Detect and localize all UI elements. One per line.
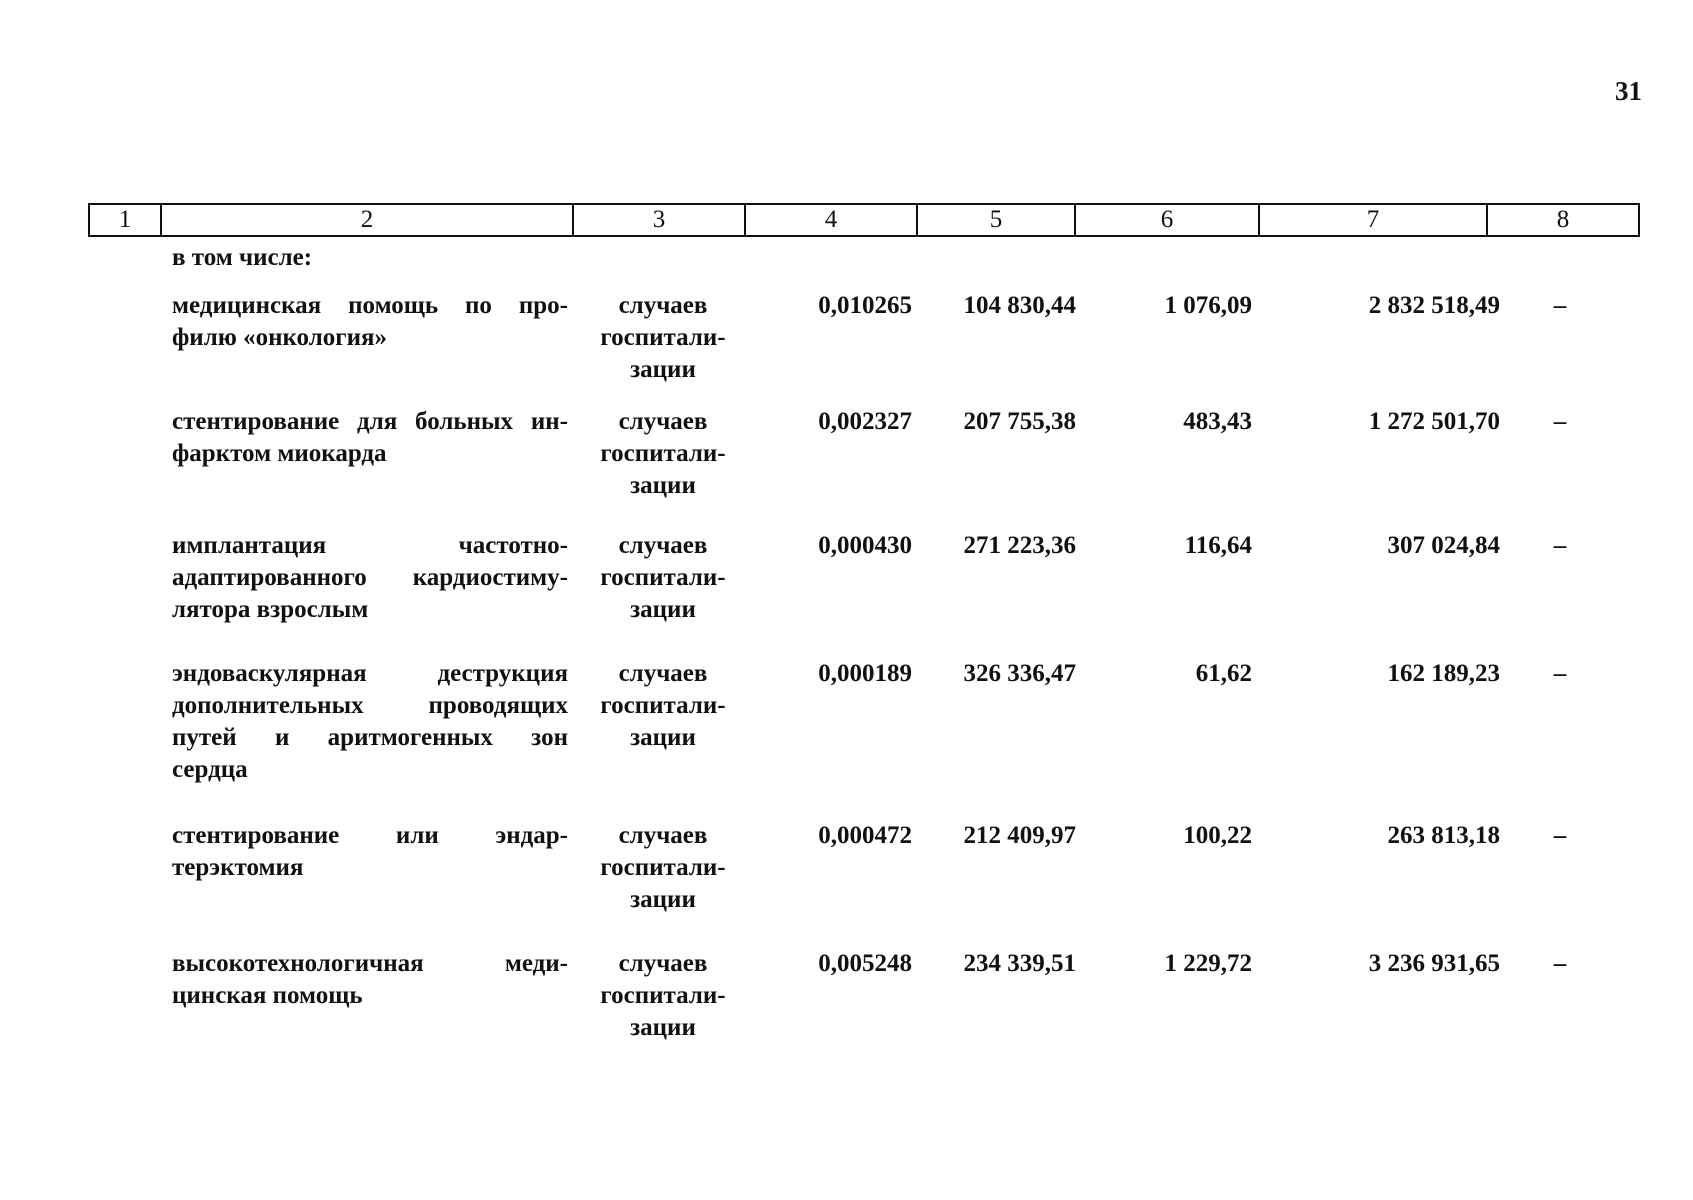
row-unit-line: случаев: [618, 408, 708, 435]
row-name: [172, 290, 568, 354]
row-unit-line: госпитали-: [600, 854, 726, 881]
row-name-line: лятора взрослым: [172, 596, 369, 623]
row-unit-line: зации: [630, 356, 696, 383]
row-unit-line: зации: [630, 472, 696, 499]
row-name-line: высокотехнологичная меди-: [172, 950, 568, 977]
header-col-1: 1: [89, 204, 161, 236]
header-col-4: 4: [745, 204, 917, 236]
row-value-c5: 271 223,36: [963, 532, 1076, 559]
row-name-line: адаптированного кардиостиму-: [172, 564, 568, 591]
row-value-c5: 212 409,97: [963, 822, 1076, 849]
row-unit-line: случаев: [618, 950, 708, 977]
intro-text: в том числе:: [172, 244, 313, 271]
header-col-7: 7: [1259, 204, 1487, 236]
row-value-c7: 2 832 518,49: [1368, 292, 1500, 319]
row-value-c6: 483,43: [1183, 408, 1252, 435]
row-unit: [584, 530, 742, 626]
row-value-c7: 307 024,84: [1387, 532, 1500, 559]
row-name-line: филю «онкология»: [172, 324, 388, 351]
header-row: [89, 204, 1639, 236]
row-value-c4: 0,005248: [818, 950, 912, 977]
row-value-c6: 1 076,09: [1164, 292, 1252, 319]
row-value-c6: 1 229,72: [1164, 950, 1252, 977]
header-col-5: 5: [917, 204, 1075, 236]
row-value-c4: 0,002327: [818, 408, 912, 435]
row-value-c8: –: [1553, 408, 1567, 435]
row-value-c8: –: [1553, 532, 1567, 559]
row-name-line: стентирование или эндар-: [172, 822, 568, 849]
header-col-2: 2: [161, 204, 573, 236]
row-name: [172, 406, 568, 470]
row-name: [172, 658, 568, 786]
row-name-line: путей и аритмогенных зон: [172, 724, 568, 751]
row-unit-line: госпитали-: [600, 692, 726, 719]
row-value-c6: 116,64: [1184, 532, 1252, 559]
row-name-line: имплантация частотно-: [172, 532, 568, 559]
row-value-c5: 234 339,51: [963, 950, 1076, 977]
row-value-c8: –: [1553, 950, 1567, 977]
row-name: [172, 948, 568, 1012]
row-value-c6: 100,22: [1183, 822, 1252, 849]
row-unit: [584, 820, 742, 916]
row-unit-line: госпитали-: [600, 982, 726, 1009]
row-unit-line: случаев: [618, 660, 708, 687]
row-value-c4: 0,010265: [818, 292, 912, 319]
row-value-c7: 3 236 931,65: [1368, 950, 1500, 977]
row-value-c7: 162 189,23: [1387, 660, 1500, 687]
row-name: [172, 530, 568, 626]
row-value-c4: 0,000430: [818, 532, 912, 559]
row-value-c8: –: [1553, 822, 1567, 849]
row-value-c4: 0,000189: [818, 660, 912, 687]
row-value-c7: 263 813,18: [1387, 822, 1500, 849]
row-name-line: дополнительных проводящих: [172, 692, 568, 719]
row-unit-line: зации: [630, 596, 696, 623]
row-value-c5: 207 755,38: [963, 408, 1076, 435]
row-unit-line: зации: [630, 724, 696, 751]
row-unit-line: зации: [630, 1014, 696, 1041]
row-name-line: терэктомия: [172, 854, 304, 881]
row-unit-line: случаев: [618, 532, 708, 559]
row-name-line: медицинская помощь по про-: [172, 292, 568, 319]
row-unit-line: госпитали-: [600, 440, 726, 467]
header-col-6: 6: [1075, 204, 1259, 236]
row-value-c4: 0,000472: [818, 822, 912, 849]
header-col-3: 3: [573, 204, 745, 236]
row-unit: [584, 406, 742, 502]
row-value-c7: 1 272 501,70: [1368, 408, 1500, 435]
row-unit: [584, 290, 742, 386]
row-unit-line: случаев: [618, 292, 708, 319]
row-value-c6: 61,62: [1195, 660, 1252, 687]
row-value-c5: 104 830,44: [963, 292, 1076, 319]
row-unit-line: госпитали-: [600, 324, 726, 351]
row-unit: [584, 658, 742, 754]
row-value-c8: –: [1553, 292, 1567, 319]
row-name: [172, 820, 568, 884]
header-col-8: 8: [1487, 204, 1639, 236]
row-value-c5: 326 336,47: [963, 660, 1076, 687]
row-name-line: цинская помощь: [172, 982, 363, 1009]
row-unit-line: зации: [630, 886, 696, 913]
page-number: 31: [1615, 76, 1642, 106]
row-name-line: сердца: [172, 756, 248, 783]
row-name-line: фарктом миокарда: [172, 440, 387, 467]
row-name-line: эндоваскулярная деструкция: [172, 660, 568, 687]
row-unit: [584, 948, 742, 1044]
row-name-line: стентирование для больных ин-: [172, 408, 568, 435]
column-number-header: [88, 203, 1640, 237]
row-unit-line: случаев: [618, 822, 708, 849]
row-value-c8: –: [1553, 660, 1567, 687]
row-unit-line: госпитали-: [600, 564, 726, 591]
